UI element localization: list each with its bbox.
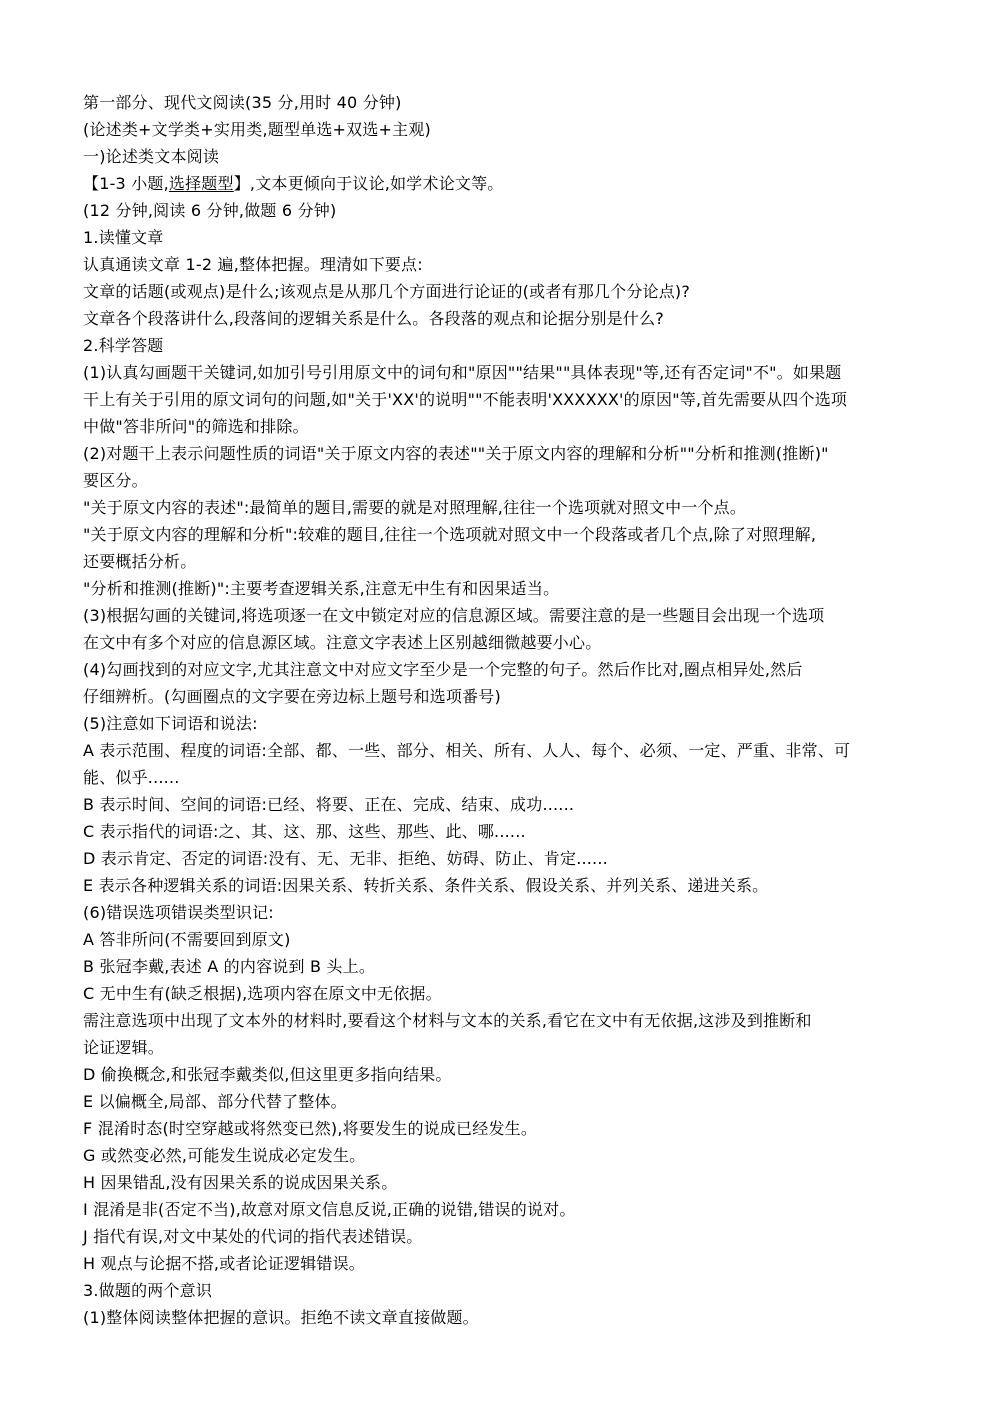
text-line: (5)注意如下词语和说法: bbox=[83, 714, 258, 733]
text-line: H 观点与论据不搭,或者论证逻辑错误。 bbox=[83, 1254, 366, 1273]
text-line: D 表示肯定、否定的词语:没有、无、无非、拒绝、妨碍、防止、肯定...... bbox=[83, 849, 608, 868]
text-line: C 表示指代的词语:之、其、这、那、这些、那些、此、哪...... bbox=[83, 822, 526, 841]
text-line: D 偷换概念,和张冠李戴类似,但这里更多指向结果。 bbox=[83, 1065, 452, 1084]
text-line: F 混淆时态(时空穿越或将然变已然),将要发生的说成已经发生。 bbox=[83, 1119, 538, 1138]
text-line: (4)勾画找到的对应文字,尤其注意文中对应文字至少是一个完整的句子。然后作比对,圈点相异处,然后 bbox=[83, 660, 803, 679]
text-line: 还要概括分析。 bbox=[83, 552, 197, 571]
text-line: E 表示各种逻辑关系的词语:因果关系、转折关系、条件关系、假设关系、并列关系、递进关系。 bbox=[83, 876, 769, 895]
text-line: 第一部分、现代文阅读(35 分,用时 40 分钟) bbox=[83, 93, 402, 112]
text-line: 一)论述类文本阅读 bbox=[83, 147, 220, 166]
text-line: E 以偏概全,局部、部分代替了整体。 bbox=[83, 1092, 347, 1111]
text-line: (1)整体阅读整体把握的意识。拒绝不读文章直接做题。 bbox=[83, 1308, 479, 1327]
text-line: B 张冠李戴,表述 A 的内容说到 B 头上。 bbox=[83, 957, 376, 976]
text-line: (12 分钟,阅读 6 分钟,做题 6 分钟) bbox=[83, 201, 337, 220]
text-line: "分析和推测(推断)":主要考查逻辑关系,注意无中生有和因果适当。 bbox=[83, 579, 560, 598]
text-line: 仔细辨析。(勾画圈点的文字要在旁边标上题号和选项番号) bbox=[83, 687, 501, 706]
text-line: "关于原文内容的表述":最简单的题目,需要的就是对照理解,往往一个选项就对照文中一个点。 bbox=[83, 498, 747, 517]
text-line: 文章各个段落讲什么,段落间的逻辑关系是什么。各段落的观点和论据分别是什么? bbox=[83, 309, 664, 328]
text-line: C 无中生有(缺乏根据),选项内容在原文中无依据。 bbox=[83, 984, 442, 1003]
text-line: (3)根据勾画的关键词,将选项逐一在文中锁定对应的信息源区域。需要注意的是一些题目会出现一个选项 bbox=[83, 606, 825, 625]
document-text-block bbox=[83, 89, 923, 1331]
text-line: B 表示时间、空间的词语:已经、将要、正在、完成、结束、成功...... bbox=[83, 795, 575, 814]
text-line: 能、似乎...... bbox=[83, 768, 180, 787]
text-line: (1)认真勾画题干关键词,如加引号引用原文中的词句和"原因""结果""具体表现"等,还有否定词"不"。如果题 bbox=[83, 363, 842, 382]
text-line: 干上有关于引用的原文词句的问题,如"关于'XX'的说明""不能表明'XXXXXX'的原因"等,首先需要从四个选项 bbox=[83, 390, 848, 409]
text-line: 要区分。 bbox=[83, 471, 148, 490]
text-line: 需注意选项中出现了文本外的材料时,要看这个材料与文本的关系,看它在文中有无依据,这涉及到推断和 bbox=[83, 1011, 812, 1030]
text-line: (2)对题干上表示问题性质的词语"关于原文内容的表述""关于原文内容的理解和分析""分析和推测(推断)" bbox=[83, 444, 829, 463]
text-line: A 表示范围、程度的词语:全部、都、一些、部分、相关、所有、人人、每个、必须、一定、严重、非常、可 bbox=[83, 741, 851, 760]
text-line: (论述类+文学类+实用类,题型单选+双选+主观) bbox=[83, 120, 431, 139]
text-line: J 指代有误,对文中某处的代词的指代表述错误。 bbox=[83, 1227, 423, 1246]
text-line: A 答非所问(不需要回到原文) bbox=[83, 930, 291, 949]
text-line: 【1-3 小题,选择题型】,文本更倾向于议论,如学术论文等。 bbox=[83, 174, 504, 193]
text-line: G 或然变必然,可能发生说成必定发生。 bbox=[83, 1146, 366, 1165]
text-line: 认真通读文章 1-2 遍,整体把握。理清如下要点: bbox=[83, 255, 423, 274]
text-line: 1.读懂文章 bbox=[83, 228, 164, 247]
text-line: "关于原文内容的理解和分析":较难的题目,往往一个选项就对照文中一个段落或者几个点,除了对照理解, bbox=[83, 525, 817, 544]
text-line: 文章的话题(或观点)是什么;该观点是从那几个方面进行论证的(或者有那几个分论点)? bbox=[83, 282, 691, 301]
text-line: (6)错误选项错误类型识记: bbox=[83, 903, 274, 922]
text-line: 在文中有多个对应的信息源区域。注意文字表述上区别越细微越要小心。 bbox=[83, 633, 602, 652]
text-line: I 混淆是非(否定不当),故意对原文信息反说,正确的说错,错误的说对。 bbox=[83, 1200, 576, 1219]
text-line: 2.科学答题 bbox=[83, 336, 164, 355]
text-line: H 因果错乱,没有因果关系的说成因果关系。 bbox=[83, 1173, 398, 1192]
text-line: 3.做题的两个意识 bbox=[83, 1281, 213, 1300]
underlined-text: 选择题型 bbox=[168, 174, 234, 193]
text-line: 中做"答非所问"的筛选和排除。 bbox=[83, 417, 309, 436]
text-line: 论证逻辑。 bbox=[83, 1038, 165, 1057]
